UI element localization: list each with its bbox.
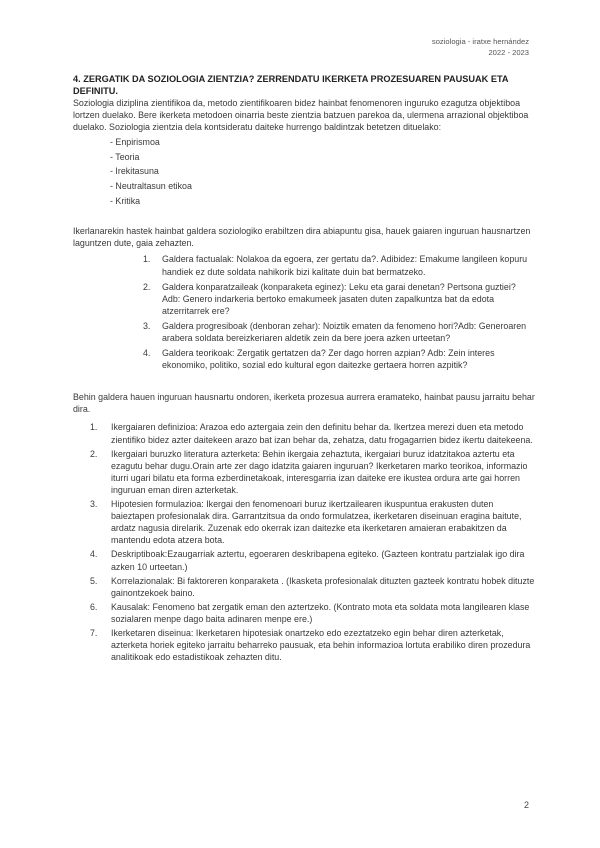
questions-intro: Ikerlanarekin hastek hainbat galdera soziologiko erabiltzen dira abiapuntu gisa, hauek gaiaren inguruan hausnartzen laguntzen dute, gaia zehazten. <box>73 226 531 249</box>
step-text: Hipotesien formulazioa: Ikergai den fenomenoari buruz ikertzailearen ikuspuntua erakusten duten baieztapen profesionalak dira. Garrantzitsua da ondo formulatzea, ikerketaren diseinuan eragina baitute, ardatz nagusia direlarik. Zuzenak edo okerrak izan daitezke eta ikerketaren amaieran erabakitzen da mantendu edota atzera bota. <box>111 499 522 546</box>
page-number: 2 <box>523 800 529 810</box>
question-text: Galdera progresiboak (denboran zehar): Noiztik ematen da fenomeno hori?Adb: Generoaren arabera soldata bereizkeriaren aldetik zein da bere joera azken urteetan? <box>162 320 527 343</box>
intro-paragraph: Soziologia diziplina zientifikoa da, metodo zientifikoaren bidez hainbat fenomenoren inguruko ezagutza objektiboa lortzen duelako. Bere ikerketa metodoen oinarria beste zientzia batzuen parekoa da, ulermena arrazional objektiboa duelako. Soziologia zientzia dela kontsideratu daiteke hurrengo baldintzak betetzen dituelako: <box>73 98 529 133</box>
step-text: Ikergaiari buruzko literatura azterketa: Behin ikergaia zehaztuta, ikergaiari buruz idatzitakoa aztertu eta ezagutu behar dugu.Orain arte zer dago idatzita gaiaren inguruan? Ikerketaren marko teorikoa, informazio iturri ugari bilatu eta forma ezberdinetakoak, interesgarria izan daiteke ere ikustea ordura arte gai horren inguruan eman diren azterketak. <box>111 448 528 495</box>
list-number: 1. <box>143 254 151 265</box>
list-number: 4. <box>90 549 98 560</box>
list-number: 2. <box>143 281 151 292</box>
step-item <box>90 548 535 572</box>
question-item <box>143 253 535 277</box>
step-item <box>90 601 535 625</box>
list-number: 3. <box>90 499 98 510</box>
header-author: soziologia - iratxe hernández <box>431 37 529 46</box>
document-body <box>73 73 535 665</box>
step-item <box>90 627 535 663</box>
question-item <box>143 281 535 317</box>
list-number: 4. <box>143 348 151 359</box>
step-item <box>90 498 535 546</box>
question-text: Galdera konparatzaileak (konparaketa eginez): Leku eta garai denetan? Pertsona guztiei? Adb: Genero indarkeria bertoko emakumeek jasaten duten zapalkuntza bat da edota atzerritarrek ere? <box>162 281 516 316</box>
list-number: 1. <box>90 422 98 433</box>
step-text: Deskriptiboak:Ezaugarriak aztertu, egoeraren deskribapena egiteko. (Gazteen kontratu partzialak igo dira azken 10 urteetan.) <box>111 549 525 572</box>
question-text: Galdera factualak: Nolakoa da egoera, zer gertatu da?. Adibidez: Emakume langileen kopuru handiek ez dute soldata nahikorik bizi kalitate duin bat bermatzeko. <box>162 254 528 277</box>
step-text: Kausalak: Fenomeno bat zergatik eman den aztertzeko. (Kontrato mota eta soldata mota langilearen klase sozialaren menpe dago baita adinaren menpe ere.) <box>111 601 530 624</box>
question-item <box>143 347 535 371</box>
step-text: Korrelazionalak: Bi faktoreren konparaketa . (Ikasketa profesionalak dituzten gazteek kontratu hobek dituzte gainontzekoek baino. <box>111 575 535 598</box>
list-number: 7. <box>90 627 98 638</box>
step-text: Ikerketaren diseinua: Ikerketaren hipotesiak onartzeko edo ezeztatzeko egin behar diren azterketak, azterketa horiek egiteko jarraitu beharreko pausuak, eta behin informazioa lortuta erabiliko diren prozedura analitikoak edo estadistikoak zehazten ditu. <box>111 627 531 663</box>
question-item <box>143 320 535 344</box>
condition-item: - Neutraltasun etikoa <box>110 181 192 192</box>
header-year: 2022 - 2023 <box>488 48 529 57</box>
conditions-list <box>110 135 535 208</box>
questions-list <box>143 253 535 371</box>
step-item <box>90 448 535 496</box>
list-number: 3. <box>143 320 151 331</box>
page-header <box>432 36 529 58</box>
list-number: 6. <box>90 601 98 612</box>
steps-list <box>90 421 535 663</box>
question-text: Galdera teorikoak: Zergatik gertatzen da? Zer dago horren azpian? Adb: Zein interes ekonomiko, politiko, sozial edo kultural egon daitezke gertaera horren azpitik? <box>162 348 495 371</box>
steps-intro: Behin galdera hauen inguruan hausnartu ondoren, ikerketa prozesua aurrera eramateko, hainbat pausu jarraitu behar dira. <box>73 392 535 415</box>
step-text: Ikergaiaren definizioa: Arazoa edo aztergaia zein den definitu behar da. Ikertzea merezi duen eta metodo zientifiko bidez azter daitekeen arazo bat izan behar da, zehatza, datu frogagarrien bidez ikertu daitekeena. <box>111 422 533 445</box>
step-item <box>90 575 535 599</box>
condition-item: - Teoria <box>110 151 140 162</box>
condition-item: - Irekitasuna <box>110 166 159 177</box>
list-number: 2. <box>90 448 98 459</box>
step-item <box>90 421 535 445</box>
list-number: 5. <box>90 575 98 586</box>
condition-item: - Enpirismoa <box>110 137 160 148</box>
condition-item: - Kritika <box>110 195 141 206</box>
section-title: 4. ZERGATIK DA SOZIOLOGIA ZIENTZIA? ZERRENDATU IKERKETA PROZESUAREN PAUSUAK ETA DEFINITU. <box>73 74 509 96</box>
